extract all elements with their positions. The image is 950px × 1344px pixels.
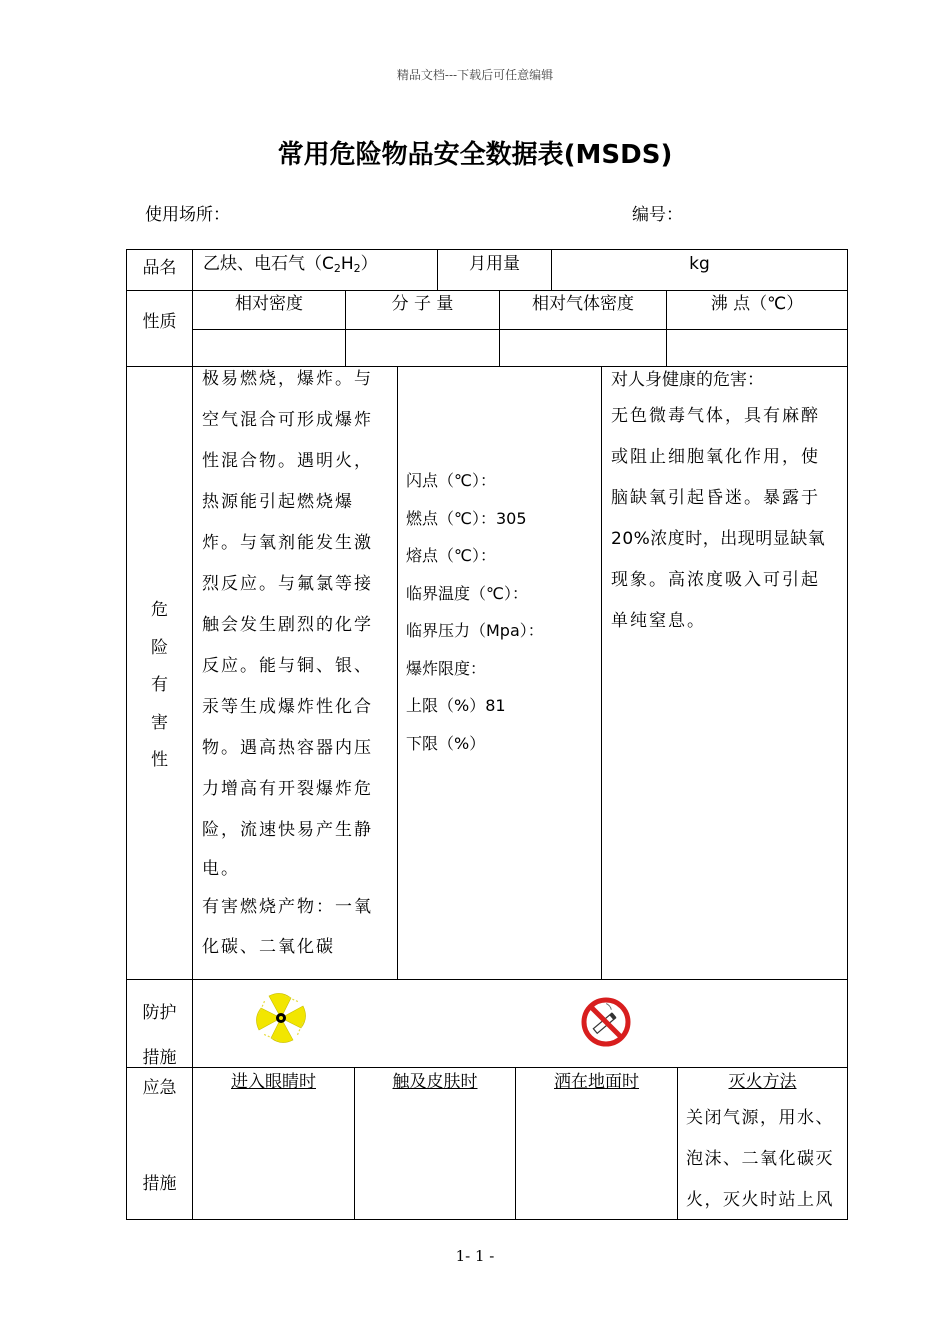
document-title: 常用危险物品安全数据表(MSDS) <box>277 140 673 170</box>
header-note: 精品文档---下载后可任意编辑 <box>396 68 554 82</box>
protection-label: 防护 措施 <box>142 1003 177 1068</box>
number-label: 编号： <box>632 205 683 225</box>
melting-point: 熔点（℃）： <box>406 546 496 565</box>
emergency-label-line1: 应急 <box>142 1078 177 1098</box>
hazard-description: 极易燃烧，爆炸。与 空气混合可形成爆炸 性混合物。遇明火， 热源能引起燃烧爆 炸。与氧剂能发生激 烈反应。与氟氯等接 触会发生剧烈的化学 反应。能与铜、银、 汞等生成爆炸性化合 物。遇高热容器内压 力增高有开裂爆炸危 险，流速快易产生静 电。 有害燃烧产物：一氧 化碳、二氧化碳 <box>202 369 373 957</box>
fire-fighting-header: 灭火方法 <box>728 1072 797 1092</box>
flash-point: 闪点（℃）： <box>406 471 496 490</box>
critical-temperature: 临界温度（℃）： <box>406 583 528 603</box>
column-divider <box>601 366 602 979</box>
molecular-weight-header: 分 子 量 <box>391 294 454 314</box>
critical-pressure: 临界压力（Mpa）： <box>406 621 544 640</box>
product-name-label: 品名 <box>142 258 177 278</box>
usage-location-label: 使用场所： <box>145 205 230 225</box>
hazard-label: 危 险 有 害 性 <box>151 600 168 770</box>
ground-spill-header: 洒在地面时 <box>554 1072 639 1092</box>
ignition-point: 燃点（℃）：305 <box>406 508 527 528</box>
row-divider <box>192 329 848 330</box>
health-hazard-description: 无色微毒气体，具有麻醉 或阻止细胞氧化作用，使 脑缺氧引起昏迷。暴露于 20%浓度时，出现明显缺氧 现象。高浓度吸入可引起 单纯窒息。 <box>611 406 826 631</box>
relative-gas-density-header: 相对气体密度 <box>532 294 634 314</box>
monthly-usage-unit: kg <box>689 254 710 274</box>
monthly-usage-label: 月用量 <box>469 254 520 274</box>
lower-explosion-limit: 下限（%） <box>406 733 486 753</box>
upper-explosion-limit: 上限（%）81 <box>406 696 506 715</box>
row-divider <box>126 979 848 980</box>
boiling-point-header: 沸 点（℃） <box>710 294 804 314</box>
table-border-top <box>126 249 848 250</box>
explosion-limits: 爆炸限度： <box>406 658 487 678</box>
emergency-label-line2: 措施 <box>142 1174 177 1194</box>
table-border-right <box>847 249 848 1220</box>
product-name-value: 乙炔、电石气（C2H2） <box>203 254 378 275</box>
eye-contact-header: 进入眼睛时 <box>231 1072 316 1092</box>
physical-constants-list <box>406 462 598 762</box>
row-divider <box>126 1067 848 1068</box>
skin-contact-header: 触及皮肤时 <box>392 1072 478 1092</box>
properties-label: 性质 <box>142 312 177 332</box>
relative-density-header: 相对密度 <box>235 294 303 314</box>
page-number: 1- 1 - <box>455 1247 495 1265</box>
health-hazard-title: 对人身健康的危害： <box>611 370 764 390</box>
ventilation-fan-icon <box>255 992 307 1044</box>
row-divider <box>126 290 848 291</box>
column-divider <box>397 366 398 979</box>
fire-fighting-method: 关闭气源，用水、 泡沫、二氧化碳灭 火，灭火时站上风 <box>686 1108 834 1210</box>
no-smoking-icon <box>580 996 632 1048</box>
